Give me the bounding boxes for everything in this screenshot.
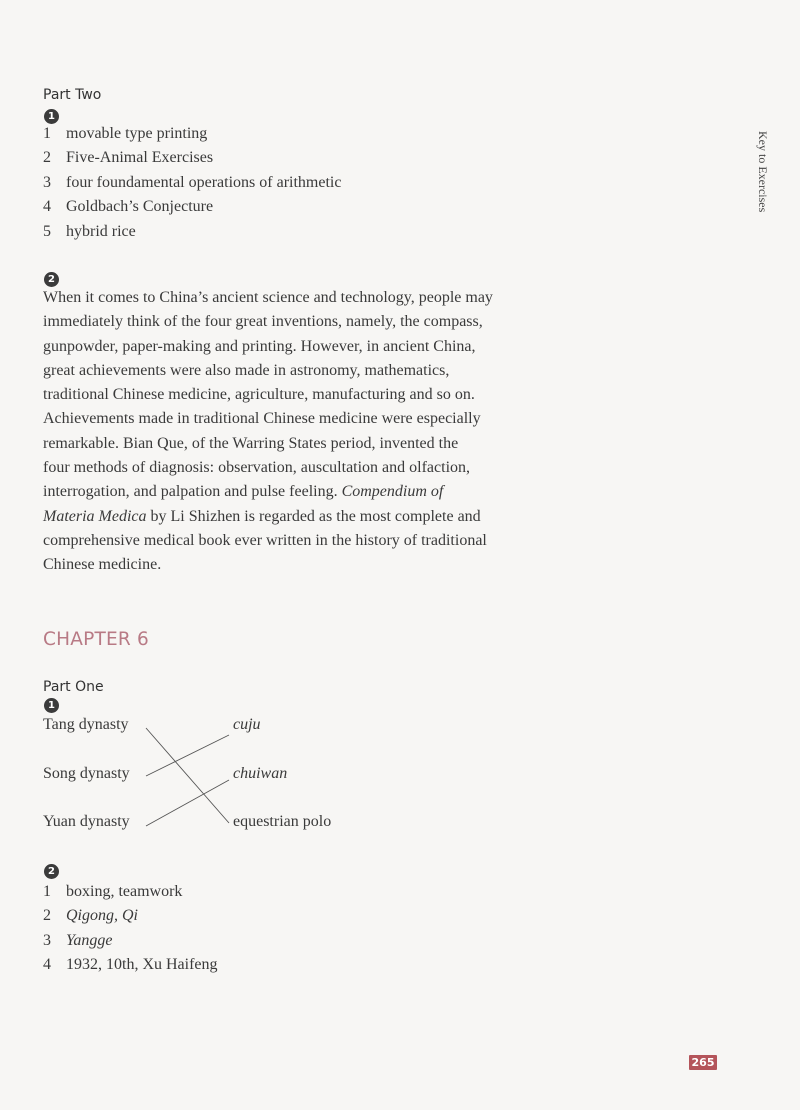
exercise-2-badge: 2: [44, 864, 59, 879]
list-item: 4 1932, 10th, Xu Haifeng: [43, 956, 218, 974]
list-item: 5 hybrid rice: [43, 222, 136, 240]
match-right-chuiwan: chuiwan: [233, 765, 288, 782]
part-two-exercise-2-paragraph: When it comes to China’s ancient science and technology, people may immediately think of the four great inventions, namely, the compass, gunpowder, paper-making and printing. However, in ancient China, great achievements were also made in astronomy, mathematics, traditional Chinese medicine, agriculture, manufacturing and so on. Achievements made in traditional Chinese medicine were especially remarkable. Bian Que, of the Warring States period, invented the four methods of diagnosis: observation, auscultation and olfaction, interrogation, and palpation and pulse feeling. Compendium of Materia Medica by Li Shizhen is regarded as the most complete and comprehensive medical book ever written in the history of traditional Chinese medicine.: [43, 289, 493, 574]
match-line-song-cuju: [146, 735, 229, 776]
match-right-cuju: cuju: [233, 716, 261, 733]
sidebar-running-head: Key to Exercises: [756, 131, 770, 213]
part-one-exercise-2-list: [43, 880, 218, 978]
book-title: Compendium of: [341, 483, 444, 501]
page-number: 265: [689, 1055, 717, 1070]
exercise-1-badge: 1: [44, 109, 59, 124]
match-line-tang-polo: [146, 728, 229, 823]
part-one-heading: Part One: [43, 679, 104, 695]
chapter-title: CHAPTER 6: [43, 629, 149, 650]
match-left-song: Song dynasty: [43, 765, 130, 782]
exercise-2-badge: 2: [44, 272, 59, 287]
match-right-polo: equestrian polo: [233, 813, 332, 830]
match-left-yuan: Yuan dynasty: [43, 813, 130, 830]
list-item: 1 movable type printing: [43, 125, 208, 142]
list-item: 3 Yangge: [43, 931, 113, 949]
match-left-tang: Tang dynasty: [43, 716, 129, 733]
book-title: Materia Medica: [43, 507, 147, 525]
list-item: 2 Qigong, Qi: [43, 907, 138, 925]
exercise-1-badge: 1: [44, 698, 59, 713]
list-item: 2 Five-Animal Exercises: [43, 149, 214, 167]
list-item: 1 boxing, teamwork: [43, 883, 183, 900]
part-two-heading: Part Two: [43, 87, 102, 103]
list-item: 3 four foundamental operations of arithmetic: [43, 173, 342, 191]
match-line-yuan-chuiwan: [146, 780, 229, 826]
list-item: 4 Goldbach’s Conjecture: [43, 198, 214, 216]
